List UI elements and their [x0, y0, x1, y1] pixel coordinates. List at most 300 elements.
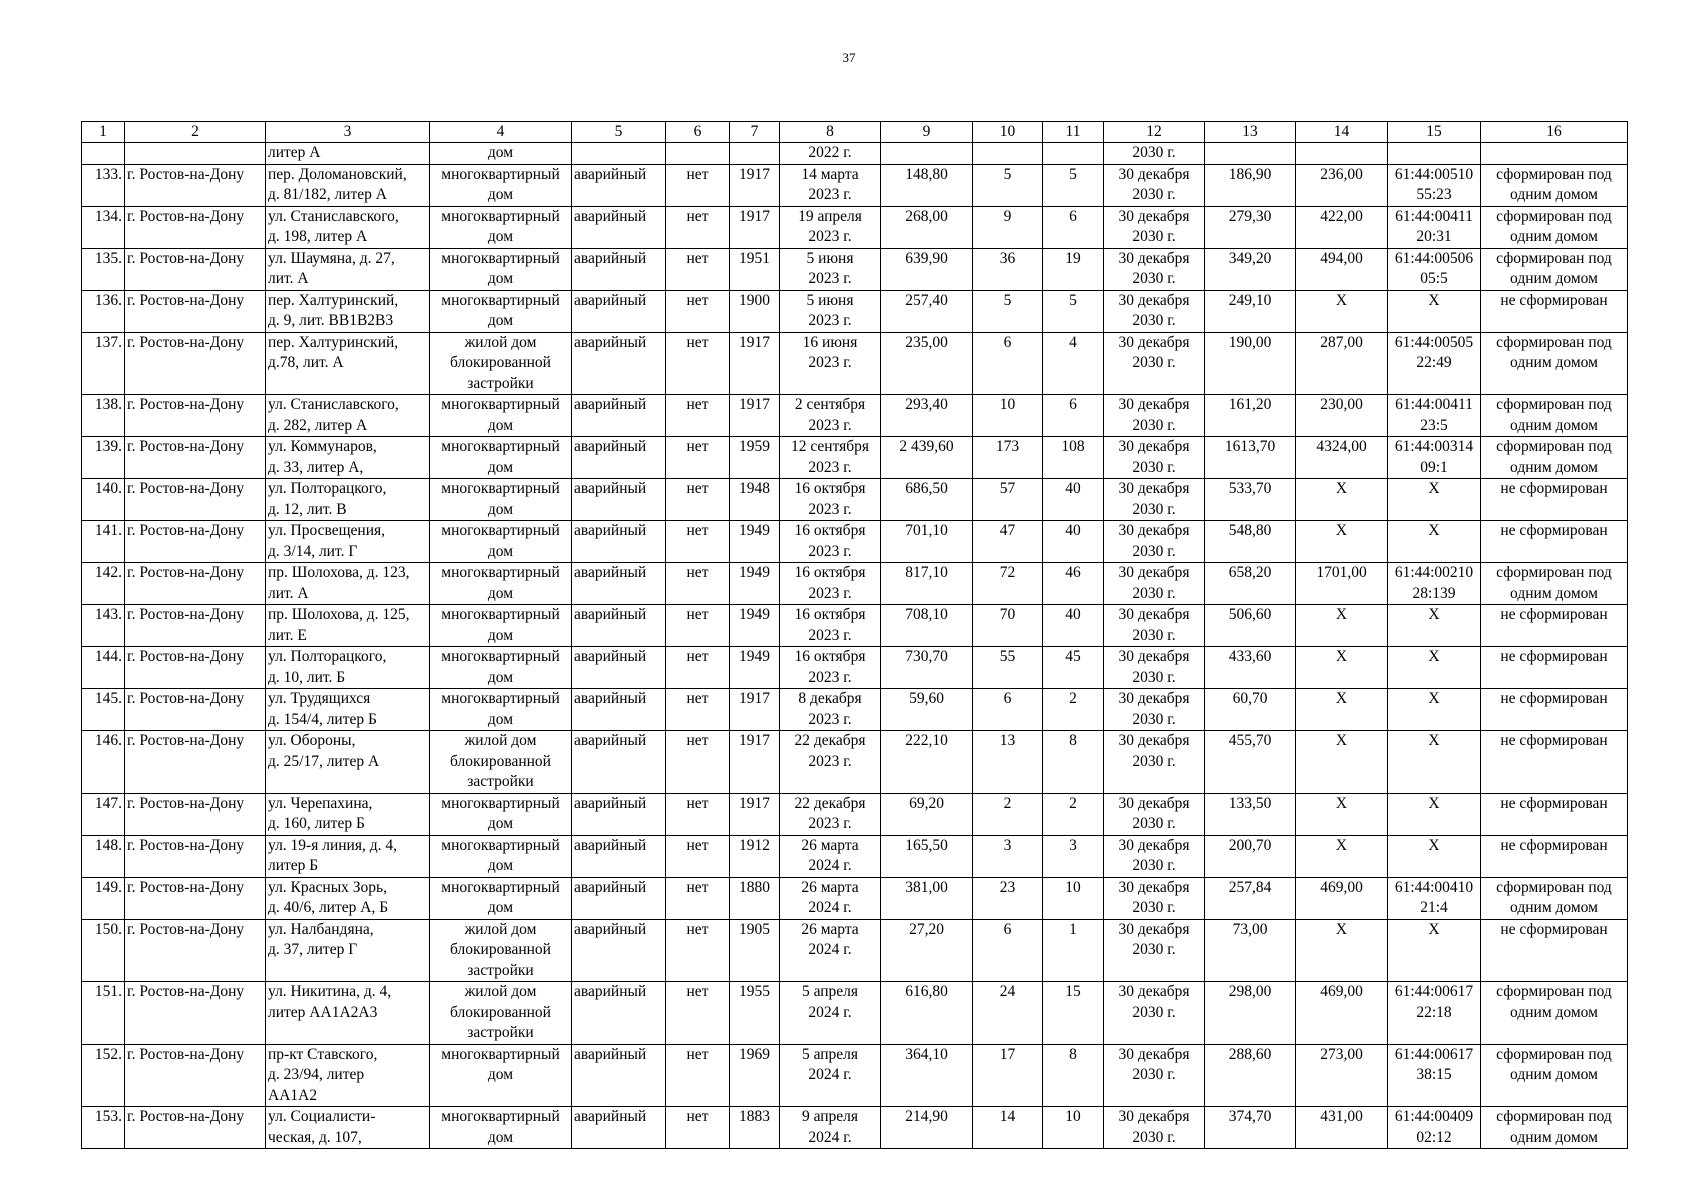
cell-area-to-relocate: 161,20	[1205, 395, 1296, 437]
cell-area-to-relocate: 60,70	[1205, 689, 1296, 731]
cell-cadastral-number: 61:44:00314 09:1	[1388, 437, 1481, 479]
cell-cadastral-number: Х	[1388, 689, 1481, 731]
table-row	[82, 437, 1628, 479]
cell-house-type: многоквартирный дом	[430, 563, 572, 605]
cell-area-to-relocate: 190,00	[1205, 332, 1296, 395]
cell-cadastral-number: Х	[1388, 605, 1481, 647]
cell-relocation-deadline: 30 декабря 2030 г.	[1104, 1044, 1205, 1107]
cell-premises-count: 2	[1043, 689, 1104, 731]
table-row	[82, 563, 1628, 605]
table-row	[82, 206, 1628, 248]
cell-relocation-deadline: 30 декабря 2030 г.	[1104, 605, 1205, 647]
cell-house-type: жилой дом блокированной застройки	[430, 332, 572, 395]
cell-land-status: сформирован под одним домом	[1481, 164, 1628, 206]
cell-area-to-relocate: 200,70	[1205, 835, 1296, 877]
cell-relocated	[666, 143, 730, 165]
cell-recognition-date: 5 апреля 2024 г.	[780, 982, 881, 1045]
cell-land-status: сформирован под одним домом	[1481, 1044, 1628, 1107]
cell-residents-count: 70	[973, 605, 1043, 647]
cell-area-to-relocate: 548,80	[1205, 521, 1296, 563]
column-number-3: 3	[266, 122, 430, 143]
cell-relocation-deadline: 30 декабря 2030 г.	[1104, 290, 1205, 332]
cell-recognition-date: 5 июня 2023 г.	[780, 290, 881, 332]
cell-relocated: нет	[666, 793, 730, 835]
cell-address: пр. Шолохова, д. 123, лит. А	[266, 563, 430, 605]
cell-house-type: многоквартирный дом	[430, 248, 572, 290]
column-number-11: 11	[1043, 122, 1104, 143]
cell-relocated: нет	[666, 332, 730, 395]
cell-premises-count: 5	[1043, 164, 1104, 206]
cell-recognition-date: 2 сентября 2023 г.	[780, 395, 881, 437]
column-number-9: 9	[881, 122, 973, 143]
cell-house-type: многоквартирный дом	[430, 479, 572, 521]
cell-city: г. Ростов-на-Дону	[125, 164, 266, 206]
cell-land-status: сформирован под одним домом	[1481, 437, 1628, 479]
header-row	[82, 122, 1628, 143]
cell-area: 293,40	[881, 395, 973, 437]
cell-house-type: многоквартирный дом	[430, 395, 572, 437]
cell-cadastral-number: Х	[1388, 479, 1481, 521]
cell-land-area: 287,00	[1296, 332, 1388, 395]
cell-condition: аварийный	[572, 982, 666, 1045]
cell-land-area: Х	[1296, 835, 1388, 877]
cell-relocated: нет	[666, 877, 730, 919]
cell-condition	[572, 143, 666, 165]
cell-city: г. Ростов-на-Дону	[125, 521, 266, 563]
housing-registry-table	[81, 121, 1628, 1149]
cell-condition: аварийный	[572, 164, 666, 206]
cell-residents-count: 5	[973, 290, 1043, 332]
cell-premises-count: 15	[1043, 982, 1104, 1045]
table-row	[82, 647, 1628, 689]
table-row	[82, 521, 1628, 563]
cell-premises-count: 108	[1043, 437, 1104, 479]
cell-city: г. Ростов-на-Дону	[125, 1044, 266, 1107]
cell-address: ул. Шаумяна, д. 27, лит. А	[266, 248, 430, 290]
cell-area: 148,80	[881, 164, 973, 206]
cell-area: 364,10	[881, 1044, 973, 1107]
cell-land-area: 1701,00	[1296, 563, 1388, 605]
cell-cadastral-number	[1388, 143, 1481, 165]
cell-area-to-relocate	[1205, 143, 1296, 165]
cell-relocated: нет	[666, 395, 730, 437]
cell-year-built: 1948	[730, 479, 780, 521]
cell-address: ул. Обороны, д. 25/17, литер А	[266, 731, 430, 794]
cell-land-area: 4324,00	[1296, 437, 1388, 479]
cell-city: г. Ростов-на-Дону	[125, 248, 266, 290]
cell-house-type: многоквартирный дом	[430, 521, 572, 563]
column-number-5: 5	[572, 122, 666, 143]
cell-residents-count: 47	[973, 521, 1043, 563]
cell-premises-count: 40	[1043, 605, 1104, 647]
cell-year-built: 1969	[730, 1044, 780, 1107]
cell-row-number: 135.	[82, 248, 125, 290]
cell-recognition-date: 14 марта 2023 г.	[780, 164, 881, 206]
column-number-10: 10	[973, 122, 1043, 143]
cell-residents-count: 23	[973, 877, 1043, 919]
cell-relocated: нет	[666, 605, 730, 647]
cell-area: 222,10	[881, 731, 973, 794]
cell-area: 2 439,60	[881, 437, 973, 479]
cell-land-area: 469,00	[1296, 877, 1388, 919]
cell-land-area: 422,00	[1296, 206, 1388, 248]
cell-residents-count: 36	[973, 248, 1043, 290]
cell-recognition-date: 8 декабря 2023 г.	[780, 689, 881, 731]
cell-residents-count: 9	[973, 206, 1043, 248]
cell-address: ул. Трудящихся д. 154/4, литер Б	[266, 689, 430, 731]
cell-land-area	[1296, 143, 1388, 165]
cell-relocation-deadline: 2030 г.	[1104, 143, 1205, 165]
cell-land-area: 494,00	[1296, 248, 1388, 290]
cell-city	[125, 143, 266, 165]
cell-residents-count: 13	[973, 731, 1043, 794]
cell-row-number: 144.	[82, 647, 125, 689]
cell-land-area: Х	[1296, 919, 1388, 982]
cell-area-to-relocate: 533,70	[1205, 479, 1296, 521]
cell-row-number: 151.	[82, 982, 125, 1045]
cell-area-to-relocate: 186,90	[1205, 164, 1296, 206]
cell-city: г. Ростов-на-Дону	[125, 290, 266, 332]
cell-premises-count: 8	[1043, 731, 1104, 794]
cell-year-built: 1949	[730, 647, 780, 689]
cell-residents-count: 173	[973, 437, 1043, 479]
cell-relocation-deadline: 30 декабря 2030 г.	[1104, 877, 1205, 919]
cell-area-to-relocate: 298,00	[1205, 982, 1296, 1045]
cell-condition: аварийный	[572, 1044, 666, 1107]
cell-house-type: многоквартирный дом	[430, 290, 572, 332]
cell-address: ул. Черепахина, д. 160, литер Б	[266, 793, 430, 835]
cell-relocation-deadline: 30 декабря 2030 г.	[1104, 793, 1205, 835]
cell-relocated: нет	[666, 479, 730, 521]
cell-address: пер. Халтуринский, д. 9, лит. ВВ1В2В3	[266, 290, 430, 332]
cell-address: пр-кт Ставского, д. 23/94, литер АА1А2	[266, 1044, 430, 1107]
cell-area-to-relocate: 1613,70	[1205, 437, 1296, 479]
column-number-4: 4	[430, 122, 572, 143]
cell-year-built: 1951	[730, 248, 780, 290]
cell-cadastral-number: 61:44:00409 02:12	[1388, 1107, 1481, 1149]
cell-relocation-deadline: 30 декабря 2030 г.	[1104, 1107, 1205, 1149]
cell-year-built	[730, 143, 780, 165]
cell-area: 27,20	[881, 919, 973, 982]
cell-premises-count: 45	[1043, 647, 1104, 689]
cell-address: ул. Полторацкого, д. 10, лит. Б	[266, 647, 430, 689]
cell-relocation-deadline: 30 декабря 2030 г.	[1104, 982, 1205, 1045]
column-number-13: 13	[1205, 122, 1296, 143]
cell-residents-count: 17	[973, 1044, 1043, 1107]
cell-area: 381,00	[881, 877, 973, 919]
cell-address: пр. Шолохова, д. 125, лит. Е	[266, 605, 430, 647]
cell-land-status: не сформирован	[1481, 731, 1628, 794]
cell-land-status: не сформирован	[1481, 521, 1628, 563]
cell-area: 235,00	[881, 332, 973, 395]
cell-house-type: многоквартирный дом	[430, 437, 572, 479]
cell-year-built: 1917	[730, 689, 780, 731]
cell-premises-count: 6	[1043, 395, 1104, 437]
cell-relocation-deadline: 30 декабря 2030 г.	[1104, 479, 1205, 521]
cell-row-number: 142.	[82, 563, 125, 605]
cell-cadastral-number: 61:44:00510 55:23	[1388, 164, 1481, 206]
cell-row-number: 139.	[82, 437, 125, 479]
cell-city: г. Ростов-на-Дону	[125, 395, 266, 437]
cell-year-built: 1949	[730, 605, 780, 647]
cell-city: г. Ростов-на-Дону	[125, 793, 266, 835]
cell-year-built: 1880	[730, 877, 780, 919]
cell-house-type: дом	[430, 143, 572, 165]
cell-cadastral-number: 61:44:00505 22:49	[1388, 332, 1481, 395]
cell-address: ул. Станиславского, д. 198, литер А	[266, 206, 430, 248]
table-row	[82, 1107, 1628, 1149]
cell-relocated: нет	[666, 206, 730, 248]
table-row	[82, 689, 1628, 731]
cell-house-type: многоквартирный дом	[430, 164, 572, 206]
cell-year-built: 1912	[730, 835, 780, 877]
table-row	[82, 731, 1628, 794]
column-number-14: 14	[1296, 122, 1388, 143]
cell-relocation-deadline: 30 декабря 2030 г.	[1104, 731, 1205, 794]
cell-year-built: 1917	[730, 731, 780, 794]
cell-city: г. Ростов-на-Дону	[125, 206, 266, 248]
cell-area: 214,90	[881, 1107, 973, 1149]
cell-recognition-date: 26 марта 2024 г.	[780, 919, 881, 982]
cell-land-status: сформирован под одним домом	[1481, 206, 1628, 248]
cell-relocation-deadline: 30 декабря 2030 г.	[1104, 395, 1205, 437]
cell-address: ул. Социалисти- ческая, д. 107,	[266, 1107, 430, 1149]
cell-land-status: не сформирован	[1481, 647, 1628, 689]
table-row	[82, 395, 1628, 437]
table-row	[82, 143, 1628, 165]
cell-house-type: многоквартирный дом	[430, 647, 572, 689]
cell-residents-count: 5	[973, 164, 1043, 206]
cell-residents-count: 24	[973, 982, 1043, 1045]
cell-row-number: 153.	[82, 1107, 125, 1149]
column-number-16: 16	[1481, 122, 1628, 143]
cell-relocation-deadline: 30 декабря 2030 г.	[1104, 521, 1205, 563]
cell-land-area: 469,00	[1296, 982, 1388, 1045]
cell-row-number: 137.	[82, 332, 125, 395]
cell-house-type: многоквартирный дом	[430, 877, 572, 919]
cell-land-area: Х	[1296, 605, 1388, 647]
cell-city: г. Ростов-на-Дону	[125, 689, 266, 731]
cell-recognition-date: 16 июня 2023 г.	[780, 332, 881, 395]
cell-relocation-deadline: 30 декабря 2030 г.	[1104, 206, 1205, 248]
table-row	[82, 1044, 1628, 1107]
cell-area: 708,10	[881, 605, 973, 647]
cell-recognition-date: 26 марта 2024 г.	[780, 877, 881, 919]
cell-area: 730,70	[881, 647, 973, 689]
cell-city: г. Ростов-на-Дону	[125, 835, 266, 877]
cell-relocation-deadline: 30 декабря 2030 г.	[1104, 689, 1205, 731]
cell-area-to-relocate: 73,00	[1205, 919, 1296, 982]
cell-relocated: нет	[666, 689, 730, 731]
cell-city: г. Ростов-на-Дону	[125, 563, 266, 605]
cell-premises-count: 6	[1043, 206, 1104, 248]
cell-residents-count: 57	[973, 479, 1043, 521]
cell-area-to-relocate: 288,60	[1205, 1044, 1296, 1107]
cell-city: г. Ростов-на-Дону	[125, 982, 266, 1045]
cell-year-built: 1949	[730, 521, 780, 563]
cell-year-built: 1955	[730, 982, 780, 1045]
cell-area-to-relocate: 374,70	[1205, 1107, 1296, 1149]
cell-condition: аварийный	[572, 793, 666, 835]
cell-cadastral-number: 61:44:00506 05:5	[1388, 248, 1481, 290]
cell-recognition-date: 16 октября 2023 г.	[780, 521, 881, 563]
cell-relocation-deadline: 30 декабря 2030 г.	[1104, 164, 1205, 206]
cell-relocated: нет	[666, 835, 730, 877]
cell-condition: аварийный	[572, 605, 666, 647]
cell-area: 639,90	[881, 248, 973, 290]
cell-cadastral-number: Х	[1388, 647, 1481, 689]
cell-premises-count: 4	[1043, 332, 1104, 395]
cell-relocation-deadline: 30 декабря 2030 г.	[1104, 835, 1205, 877]
cell-condition: аварийный	[572, 1107, 666, 1149]
cell-land-status: сформирован под одним домом	[1481, 877, 1628, 919]
cell-house-type: многоквартирный дом	[430, 793, 572, 835]
cell-year-built: 1883	[730, 1107, 780, 1149]
cell-land-area: 431,00	[1296, 1107, 1388, 1149]
cell-cadastral-number: 61:44:00411 20:31	[1388, 206, 1481, 248]
cell-house-type: многоквартирный дом	[430, 689, 572, 731]
cell-premises-count: 40	[1043, 521, 1104, 563]
cell-residents-count: 10	[973, 395, 1043, 437]
cell-land-area: Х	[1296, 479, 1388, 521]
cell-address: ул. Налбандяна, д. 37, литер Г	[266, 919, 430, 982]
cell-recognition-date: 26 марта 2024 г.	[780, 835, 881, 877]
cell-condition: аварийный	[572, 437, 666, 479]
cell-relocated: нет	[666, 731, 730, 794]
cell-cadastral-number: Х	[1388, 835, 1481, 877]
cell-land-status: не сформирован	[1481, 835, 1628, 877]
cell-land-area: 273,00	[1296, 1044, 1388, 1107]
cell-land-status: сформирован под одним домом	[1481, 982, 1628, 1045]
cell-land-area: Х	[1296, 290, 1388, 332]
cell-house-type: многоквартирный дом	[430, 206, 572, 248]
cell-house-type: жилой дом блокированной застройки	[430, 982, 572, 1045]
cell-recognition-date: 16 октября 2023 г.	[780, 563, 881, 605]
cell-residents-count: 14	[973, 1107, 1043, 1149]
cell-relocation-deadline: 30 декабря 2030 г.	[1104, 332, 1205, 395]
cell-residents-count: 6	[973, 689, 1043, 731]
cell-premises-count: 10	[1043, 877, 1104, 919]
cell-city: г. Ростов-на-Дону	[125, 919, 266, 982]
cell-residents-count: 2	[973, 793, 1043, 835]
cell-cadastral-number: Х	[1388, 290, 1481, 332]
cell-area: 59,60	[881, 689, 973, 731]
cell-relocation-deadline: 30 декабря 2030 г.	[1104, 248, 1205, 290]
column-number-6: 6	[666, 122, 730, 143]
cell-residents-count: 6	[973, 332, 1043, 395]
cell-row-number	[82, 143, 125, 165]
table-row	[82, 982, 1628, 1045]
column-number-7: 7	[730, 122, 780, 143]
cell-area-to-relocate: 658,20	[1205, 563, 1296, 605]
cell-year-built: 1917	[730, 395, 780, 437]
cell-residents-count: 72	[973, 563, 1043, 605]
cell-relocated: нет	[666, 164, 730, 206]
cell-year-built: 1917	[730, 206, 780, 248]
cell-house-type: жилой дом блокированной застройки	[430, 731, 572, 794]
cell-recognition-date: 9 апреля 2024 г.	[780, 1107, 881, 1149]
cell-year-built: 1900	[730, 290, 780, 332]
cell-row-number: 152.	[82, 1044, 125, 1107]
cell-relocation-deadline: 30 декабря 2030 г.	[1104, 647, 1205, 689]
cell-recognition-date: 5 июня 2023 г.	[780, 248, 881, 290]
cell-area: 257,40	[881, 290, 973, 332]
cell-condition: аварийный	[572, 731, 666, 794]
cell-land-status: не сформирован	[1481, 479, 1628, 521]
cell-residents-count	[973, 143, 1043, 165]
cell-address: литер А	[266, 143, 430, 165]
cell-land-area: Х	[1296, 793, 1388, 835]
table-row	[82, 835, 1628, 877]
cell-land-status: сформирован под одним домом	[1481, 332, 1628, 395]
cell-relocated: нет	[666, 521, 730, 563]
cell-address: пер. Халтуринский, д.78, лит. А	[266, 332, 430, 395]
cell-premises-count: 10	[1043, 1107, 1104, 1149]
cell-condition: аварийный	[572, 877, 666, 919]
column-number-8: 8	[780, 122, 881, 143]
cell-premises-count: 2	[1043, 793, 1104, 835]
cell-year-built: 1959	[730, 437, 780, 479]
cell-land-area: 236,00	[1296, 164, 1388, 206]
cell-premises-count: 19	[1043, 248, 1104, 290]
cell-relocated: нет	[666, 919, 730, 982]
cell-area-to-relocate: 433,60	[1205, 647, 1296, 689]
cell-condition: аварийный	[572, 521, 666, 563]
cell-land-status: сформирован под одним домом	[1481, 1107, 1628, 1149]
cell-city: г. Ростов-на-Дону	[125, 332, 266, 395]
cell-city: г. Ростов-на-Дону	[125, 437, 266, 479]
cell-land-status: сформирован под одним домом	[1481, 395, 1628, 437]
cell-land-area: Х	[1296, 521, 1388, 563]
cell-cadastral-number: 61:44:00617 38:15	[1388, 1044, 1481, 1107]
cell-row-number: 150.	[82, 919, 125, 982]
cell-cadastral-number: Х	[1388, 793, 1481, 835]
cell-relocated: нет	[666, 1107, 730, 1149]
cell-year-built: 1949	[730, 563, 780, 605]
cell-address: ул. Станиславского, д. 282, литер А	[266, 395, 430, 437]
cell-cadastral-number: Х	[1388, 731, 1481, 794]
cell-premises-count: 5	[1043, 290, 1104, 332]
table-row	[82, 919, 1628, 982]
cell-area-to-relocate: 133,50	[1205, 793, 1296, 835]
column-number-12: 12	[1104, 122, 1205, 143]
cell-area-to-relocate: 249,10	[1205, 290, 1296, 332]
cell-cadastral-number: 61:44:00410 21:4	[1388, 877, 1481, 919]
cell-relocated: нет	[666, 248, 730, 290]
cell-area-to-relocate: 455,70	[1205, 731, 1296, 794]
cell-relocated: нет	[666, 290, 730, 332]
cell-row-number: 146.	[82, 731, 125, 794]
cell-condition: аварийный	[572, 563, 666, 605]
cell-recognition-date: 19 апреля 2023 г.	[780, 206, 881, 248]
cell-address: ул. Никитина, д. 4, литер АА1А2А3	[266, 982, 430, 1045]
table-row	[82, 332, 1628, 395]
cell-area: 616,80	[881, 982, 973, 1045]
cell-relocation-deadline: 30 декабря 2030 г.	[1104, 563, 1205, 605]
cell-relocated: нет	[666, 563, 730, 605]
cell-area-to-relocate: 349,20	[1205, 248, 1296, 290]
cell-house-type: многоквартирный дом	[430, 1107, 572, 1149]
cell-area: 165,50	[881, 835, 973, 877]
cell-premises-count: 40	[1043, 479, 1104, 521]
cell-city: г. Ростов-на-Дону	[125, 731, 266, 794]
cell-condition: аварийный	[572, 332, 666, 395]
cell-address: ул. Красных Зорь, д. 40/6, литер А, Б	[266, 877, 430, 919]
cell-cadastral-number: Х	[1388, 919, 1481, 982]
cell-land-status	[1481, 143, 1628, 165]
cell-premises-count: 46	[1043, 563, 1104, 605]
cell-address: ул. Просвещения, д. 3/14, лит. Г	[266, 521, 430, 563]
